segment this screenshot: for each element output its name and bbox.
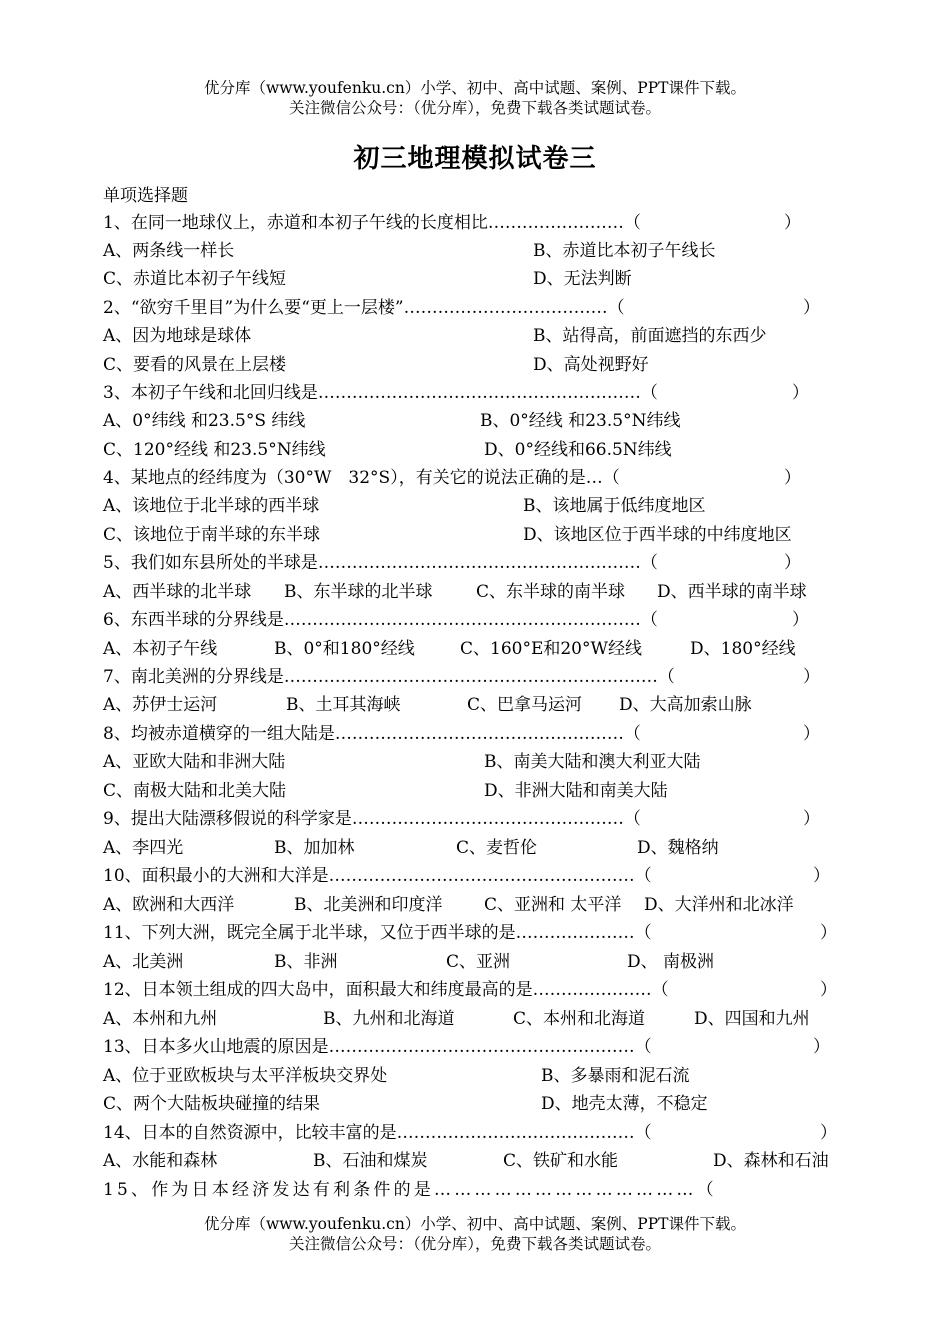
question-5-close: ）	[784, 553, 801, 573]
question-6-close: ）	[792, 610, 809, 630]
question-11-option-a: A、北美洲	[103, 952, 184, 972]
question-14-option-b: B、石油和煤炭	[313, 1151, 428, 1171]
question-7-stem: 7、南北美洲的分界线是…………………………………………………………（	[103, 667, 675, 687]
question-6-option-d: D、180°经线	[690, 639, 796, 659]
question-4-close: ）	[784, 468, 801, 488]
question-13-option-a: A、位于亚欧板块与太平洋板块交界处	[103, 1066, 388, 1086]
question-3-option-a: A、0°纬线 和23.5°S 纬线	[103, 411, 306, 431]
header-line-1: 优分库（www.youfenku.cn）小学、初中、高中试题、案例、PPT课件下载。	[203, 79, 747, 97]
header-line-2: 关注微信公众号：（优分库），免费下载各类试题试卷。	[288, 99, 661, 117]
question-11-stem: 11、下列大洲，既完全属于北半球，又位于西半球的是…………………（	[103, 923, 652, 943]
question-5-option-b: B、东半球的北半球	[284, 582, 433, 602]
question-12-option-a: A、本州和九州	[103, 1009, 218, 1029]
question-3-option-c: C、120°经线 和23.5°N纬线	[103, 440, 326, 460]
question-9-option-a: A、李四光	[103, 838, 184, 858]
question-12-option-b: B、九州和北海道	[323, 1009, 455, 1029]
question-6-stem: 6、东西半球的分界线是………………………………………………………（	[103, 610, 658, 630]
question-9-option-d: D、魏格纳	[637, 838, 719, 858]
question-3-close: ）	[792, 383, 809, 403]
question-1-stem: 1、在同一地球仪上，赤道和本初子午线的长度相比……………………（	[103, 213, 641, 233]
question-4-stem: 4、某地点的经纬度为（30°W 32°S），有关它的说法正确的是…（	[103, 468, 620, 488]
question-12-option-c: C、本州和北海道	[513, 1009, 646, 1029]
question-13-option-d: D、地壳太薄，不稳定	[541, 1094, 708, 1114]
question-7-option-c: C、巴拿马运河	[467, 695, 583, 715]
question-4-option-a: A、该地位于北半球的西半球	[103, 496, 320, 516]
question-2-option-b: B、站得高，前面遮挡的东西少	[533, 326, 767, 346]
question-7-option-d: D、大高加索山脉	[619, 695, 752, 715]
question-2-option-c: C、要看的风景在上层楼	[103, 355, 287, 375]
question-3-option-d: D、0°经线和66.5N纬线	[484, 440, 672, 460]
question-6-option-a: A、本初子午线	[103, 639, 218, 659]
question-7-option-a: A、苏伊士运河	[103, 695, 218, 715]
question-10-close: ）	[813, 866, 830, 886]
question-14-stem: 14、日本的自然资源中，比较丰富的是……………………………………（	[103, 1123, 652, 1143]
question-14-close: ）	[820, 1123, 837, 1143]
question-10-stem: 10、面积最小的大洲和大洋是………………………………………………（	[103, 866, 652, 886]
question-14-option-a: A、水能和森林	[103, 1151, 218, 1171]
question-14-option-d: D、森林和石油	[713, 1151, 829, 1171]
question-8-option-b: B、南美大陆和澳大利亚大陆	[484, 752, 701, 772]
question-8-option-a: A、亚欧大陆和非洲大陆	[103, 752, 286, 772]
question-1-option-c: C、赤道比本初子午线短	[103, 269, 287, 289]
question-13-option-c: C、两个大陆板块碰撞的结果	[103, 1094, 321, 1114]
question-1-option-a: A、两条线一样长	[103, 241, 235, 261]
question-2-option-a: A、因为地球是球体	[103, 326, 252, 346]
question-13-option-b: B、多暴雨和泥石流	[541, 1066, 690, 1086]
footer-line-2: 关注微信公众号：（优分库），免费下载各类试题试卷。	[288, 1235, 661, 1253]
question-2-stem: 2、“欲穷千里目”为什么要“更上一层楼”………………………………（	[103, 298, 625, 318]
question-6-option-c: C、160°E和20°W经线	[460, 639, 642, 659]
question-11-option-c: C、亚洲	[446, 952, 511, 972]
question-12-option-d: D、四国和九州	[694, 1009, 810, 1029]
question-4-option-b: B、该地属于低纬度地区	[523, 496, 706, 516]
question-13-stem: 13、日本多火山地震的原因是………………………………………………（	[103, 1037, 652, 1057]
question-13-close: ）	[813, 1037, 830, 1057]
question-5-option-a: A、西半球的北半球	[103, 582, 252, 602]
question-8-close: ）	[803, 724, 820, 744]
question-12-stem: 12、日本领土组成的四大岛中，面积最大和纬度最高的是…………………（	[103, 980, 669, 1000]
question-12-close: ）	[820, 980, 837, 1000]
question-14-option-c: C、铁矿和水能	[503, 1151, 619, 1171]
question-7-close: ）	[803, 667, 820, 687]
question-7-option-b: B、土耳其海峡	[286, 695, 401, 715]
question-1-option-b: B、赤道比本初子午线长	[533, 241, 716, 261]
question-5-option-c: C、东半球的南半球	[476, 582, 626, 602]
question-5-option-d: D、西半球的南半球	[657, 582, 807, 602]
question-9-option-b: B、加加林	[274, 838, 355, 858]
question-4-option-d: D、该地区位于西半球的中纬度地区	[523, 525, 792, 545]
question-15-stem: 15、作为日本经济发达有利条件的是…………………………………（	[103, 1180, 717, 1200]
question-11-option-d: D、 南极洲	[627, 952, 715, 972]
question-2-option-d: D、高处视野好	[533, 355, 649, 375]
question-1-option-d: D、无法判断	[533, 269, 632, 289]
question-8-stem: 8、均被赤道横穿的一组大陆是……………………………………………（	[103, 724, 641, 744]
question-9-option-c: C、麦哲伦	[456, 838, 538, 858]
question-3-stem: 3、本初子午线和北回归线是…………………………………………………（	[103, 383, 658, 403]
question-4-option-c: C、该地位于南半球的东半球	[103, 525, 321, 545]
question-9-stem: 9、提出大陆漂移假说的科学家是…………………………………………（	[103, 809, 641, 829]
question-10-option-c: C、亚洲和 太平洋	[484, 895, 622, 915]
question-8-option-c: C、南极大陆和北美大陆	[103, 781, 287, 801]
section-heading: 单项选择题	[103, 186, 188, 206]
question-10-option-a: A、欧洲和大西洋	[103, 895, 235, 915]
question-11-close: ）	[820, 923, 837, 943]
footer-line-1: 优分库（www.youfenku.cn）小学、初中、高中试题、案例、PPT课件下载。	[203, 1215, 747, 1233]
question-5-stem: 5、我们如东县所处的半球是…………………………………………………（	[103, 553, 658, 573]
question-8-option-d: D、非洲大陆和南美大陆	[484, 781, 668, 801]
question-9-close: ）	[803, 809, 820, 829]
question-2-close: ）	[803, 298, 820, 318]
question-10-option-b: B、北美洲和印度洋	[294, 895, 443, 915]
question-11-option-b: B、非洲	[274, 952, 338, 972]
question-10-option-d: D、大洋州和北冰洋	[644, 895, 794, 915]
question-6-option-b: B、0°和180°经线	[274, 639, 415, 659]
page-title: 初三地理模拟试卷三	[353, 144, 597, 174]
question-1-close: ）	[784, 213, 801, 233]
question-3-option-b: B、0°经线 和23.5°N纬线	[480, 411, 681, 431]
